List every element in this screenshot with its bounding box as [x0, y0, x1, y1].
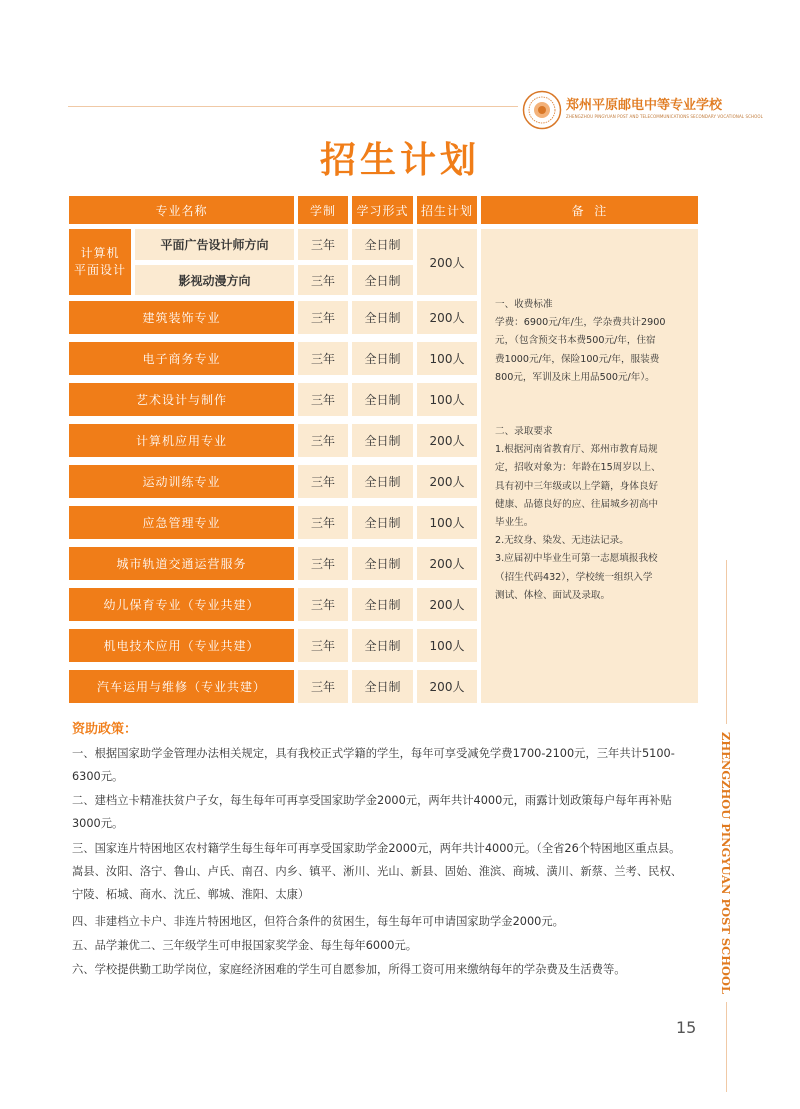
fee-line: 学费：6900元/年/生，学杂费共计2900	[495, 317, 666, 329]
row-duration: 三年	[298, 301, 348, 334]
row-duration: 三年	[298, 629, 348, 662]
row-plan: 200人	[417, 588, 477, 621]
row-major: 汽车运用与维修（专业共建）	[69, 670, 294, 703]
row-major: 艺术设计与制作	[69, 383, 294, 416]
group-row-duration: 三年	[298, 229, 348, 260]
subsidy-item: 三、国家连片特困地区农村籍学生每生每年可再享受国家助学金2000元，两年共计4000元。（全省26个特困地区重点县。嵩县、汝阳、洛宁、鲁山、卢氏、南召、内乡、镇平、淅川、光山、新县、固始、淮滨、商城、潢川、新蔡、兰考、民权、宁陵、柘城、商水、沈丘、郸城、淮阳、太康）	[72, 842, 683, 901]
requirements-line: 定，招收对象为：年龄在15周岁以上、	[495, 462, 661, 474]
header-mode: 学习形式	[352, 196, 413, 224]
group-label	[69, 229, 131, 295]
row-duration: 三年	[298, 547, 348, 580]
fee-heading: 一、收费标准	[495, 299, 553, 310]
fee-line: 费1000元/年，保险100元/年，服装费	[495, 353, 660, 365]
group-row-mode: 全日制	[352, 229, 413, 260]
subsidy-item: 二、建档立卡精准扶贫户子女，每生每年可再享受国家助学金2000元，两年共计4000元，雨露计划政策每户每年再补贴3000元。	[72, 794, 672, 830]
row-plan: 100人	[417, 506, 477, 539]
requirements-line: 具有初中三年级或以上学籍，身体良好	[495, 480, 659, 492]
group-label-line1: 计算机	[80, 246, 120, 260]
subsidy-item: 六、学校提供勤工助学岗位，家庭经济困难的学生可自愿参加，所得工资可用来缴纳每年的学杂费及生活费等。	[72, 963, 626, 976]
row-major: 计算机应用专业	[69, 424, 294, 457]
row-mode: 全日制	[352, 547, 413, 580]
group-label-line2: 平面设计	[73, 263, 126, 277]
row-mode: 全日制	[352, 506, 413, 539]
row-plan: 200人	[417, 670, 477, 703]
row-duration: 三年	[298, 506, 348, 539]
row-major: 城市轨道交通运营服务	[69, 547, 294, 580]
row-mode: 全日制	[352, 301, 413, 334]
row-mode: 全日制	[352, 629, 413, 662]
row-duration: 三年	[298, 588, 348, 621]
row-mode: 全日制	[352, 424, 413, 457]
row-plan: 200人	[417, 301, 477, 334]
header-duration: 学制	[298, 196, 348, 224]
row-plan: 100人	[417, 629, 477, 662]
row-mode: 全日制	[352, 342, 413, 375]
row-mode: 全日制	[352, 383, 413, 416]
subsidy-item: 一、根据国家助学金管理办法相关规定，具有我校正式学籍的学生，每年可享受减免学费1700-2100元，三年共计5100-6300元。	[72, 747, 675, 783]
group-plan: 200人	[417, 229, 477, 295]
group-row-name: 影视动漫方向	[135, 265, 294, 295]
row-duration: 三年	[298, 342, 348, 375]
page-title: 招生计划	[319, 140, 480, 181]
row-major: 幼儿保育专业（专业共建）	[69, 588, 294, 621]
row-plan: 100人	[417, 342, 477, 375]
row-major: 电子商务专业	[69, 342, 294, 375]
row-plan: 100人	[417, 383, 477, 416]
requirements-line: （招生代码432），学校统一组织入学	[495, 571, 653, 583]
fee-line: 元，（包含预交书本费500元/年，住宿	[495, 335, 656, 347]
header-plan: 招生计划	[417, 196, 477, 224]
row-plan: 200人	[417, 424, 477, 457]
row-major: 机电技术应用（专业共建）	[69, 629, 294, 662]
row-duration: 三年	[298, 383, 348, 416]
side-rule-top	[726, 560, 727, 724]
page-number: 15	[676, 1018, 697, 1037]
requirements-line: 2.无纹身、染发、无违法记录。	[495, 535, 629, 547]
subsidy-item: 四、非建档立卡户、非连片特困地区，但符合条件的贫困生，每生每年可申请国家助学金2000元。	[72, 915, 564, 928]
notes-panel	[481, 229, 698, 703]
subsidy-item: 五、品学兼优二、三年级学生可申报国家奖学金、每生每年6000元。	[72, 939, 418, 952]
row-major: 建筑装饰专业	[69, 301, 294, 334]
row-major: 运动训练专业	[69, 465, 294, 498]
school-name: 郑州平原邮电中等专业学校	[566, 98, 723, 113]
school-name-en: ZHENGZHOU PINGYUAN POST AND TELECOMMUNICATIONS SECONDARY VOCATIONAL SCHOOL	[566, 114, 763, 119]
requirements-line: 1.根据河南省教育厅、郑州市教育局规	[495, 444, 658, 456]
group-row-duration: 三年	[298, 265, 348, 295]
requirements-line: 健康、品德良好的应、往届城乡初高中	[495, 498, 659, 510]
row-plan: 200人	[417, 465, 477, 498]
header-major: 专业名称	[69, 196, 294, 224]
requirements-heading: 二、录取要求	[495, 426, 553, 438]
requirements-line: 测试、体检、面试及录取。	[495, 589, 611, 601]
row-duration: 三年	[298, 465, 348, 498]
requirements-line: 毕业生。	[495, 517, 534, 529]
header-rule	[68, 106, 518, 107]
row-mode: 全日制	[352, 588, 413, 621]
school-seal-icon	[522, 90, 562, 130]
side-text-label: ZHENGZHOU PINGYUAN POST SCHOOL	[719, 732, 732, 984]
side-text	[719, 732, 733, 996]
fee-line: 800元，军训及床上用品500元/年）。	[495, 371, 655, 383]
row-mode: 全日制	[352, 670, 413, 703]
row-duration: 三年	[298, 670, 348, 703]
row-mode: 全日制	[352, 465, 413, 498]
subsidy-title: 资助政策：	[72, 722, 138, 737]
group-row-mode: 全日制	[352, 265, 413, 295]
header-notes: 备 注	[481, 196, 698, 224]
row-duration: 三年	[298, 424, 348, 457]
requirements-line: 3.应届初中毕业生可第一志愿填报我校	[495, 553, 658, 565]
side-rule-bottom	[726, 1002, 727, 1092]
row-plan: 200人	[417, 547, 477, 580]
group-row-name: 平面广告设计师方向	[135, 229, 294, 260]
row-major: 应急管理专业	[69, 506, 294, 539]
school-logo	[522, 90, 763, 130]
